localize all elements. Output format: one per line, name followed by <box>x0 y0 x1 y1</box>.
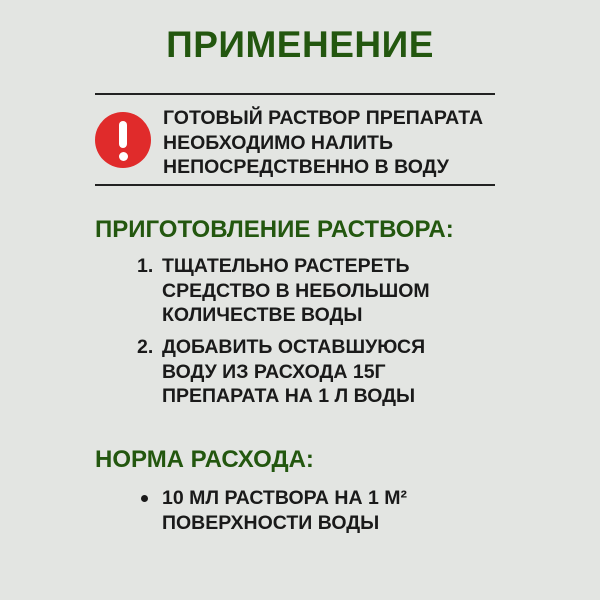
step-content <box>162 254 430 328</box>
warning-text <box>163 106 498 180</box>
step-line: КОЛИЧЕСТВЕ ВОДЫ <box>162 304 363 326</box>
bullet-icon <box>141 495 148 502</box>
step-number: 1. <box>137 255 154 277</box>
step-number: 2. <box>137 336 154 358</box>
consumption-line: 10 МЛ РАСТВОРА НА 1 М² <box>162 487 407 509</box>
step-line: ДОБАВИТЬ ОСТАВШУЮСЯ <box>162 336 426 358</box>
exclamation-icon <box>95 112 151 168</box>
preparation-heading: ПРИГОТОВЛЕНИЕ РАСТВОРА: <box>95 216 454 243</box>
warning-line: НЕОБХОДИМО НАЛИТЬ <box>163 131 393 154</box>
consumption-line: ПОВЕРХНОСТИ ВОДЫ <box>162 511 380 534</box>
warning-line: ГОТОВЫЙ РАСТВОР ПРЕПАРАТА <box>163 107 484 129</box>
step-line: ВОДУ ИЗ РАСХОДА 15Г <box>162 360 386 383</box>
consumption-content <box>162 486 407 535</box>
exclamation-dot <box>119 152 128 161</box>
exclamation-bar <box>119 121 127 148</box>
page-title: ПРИМЕНЕНИЕ <box>166 24 434 65</box>
warning-line: НЕПОСРЕДСТВЕННО В ВОДУ <box>163 156 449 178</box>
consumption-heading: НОРМА РАСХОДА: <box>95 446 314 473</box>
divider-bottom <box>95 184 495 186</box>
step-line: СРЕДСТВО В НЕБОЛЬШОМ <box>162 279 430 302</box>
step-line: ПРЕПАРАТА НА 1 Л ВОДЫ <box>162 385 416 407</box>
step-line: ТЩАТЕЛЬНО РАСТЕРЕТЬ <box>162 255 410 277</box>
divider-top <box>95 93 495 95</box>
step-content <box>162 335 425 409</box>
